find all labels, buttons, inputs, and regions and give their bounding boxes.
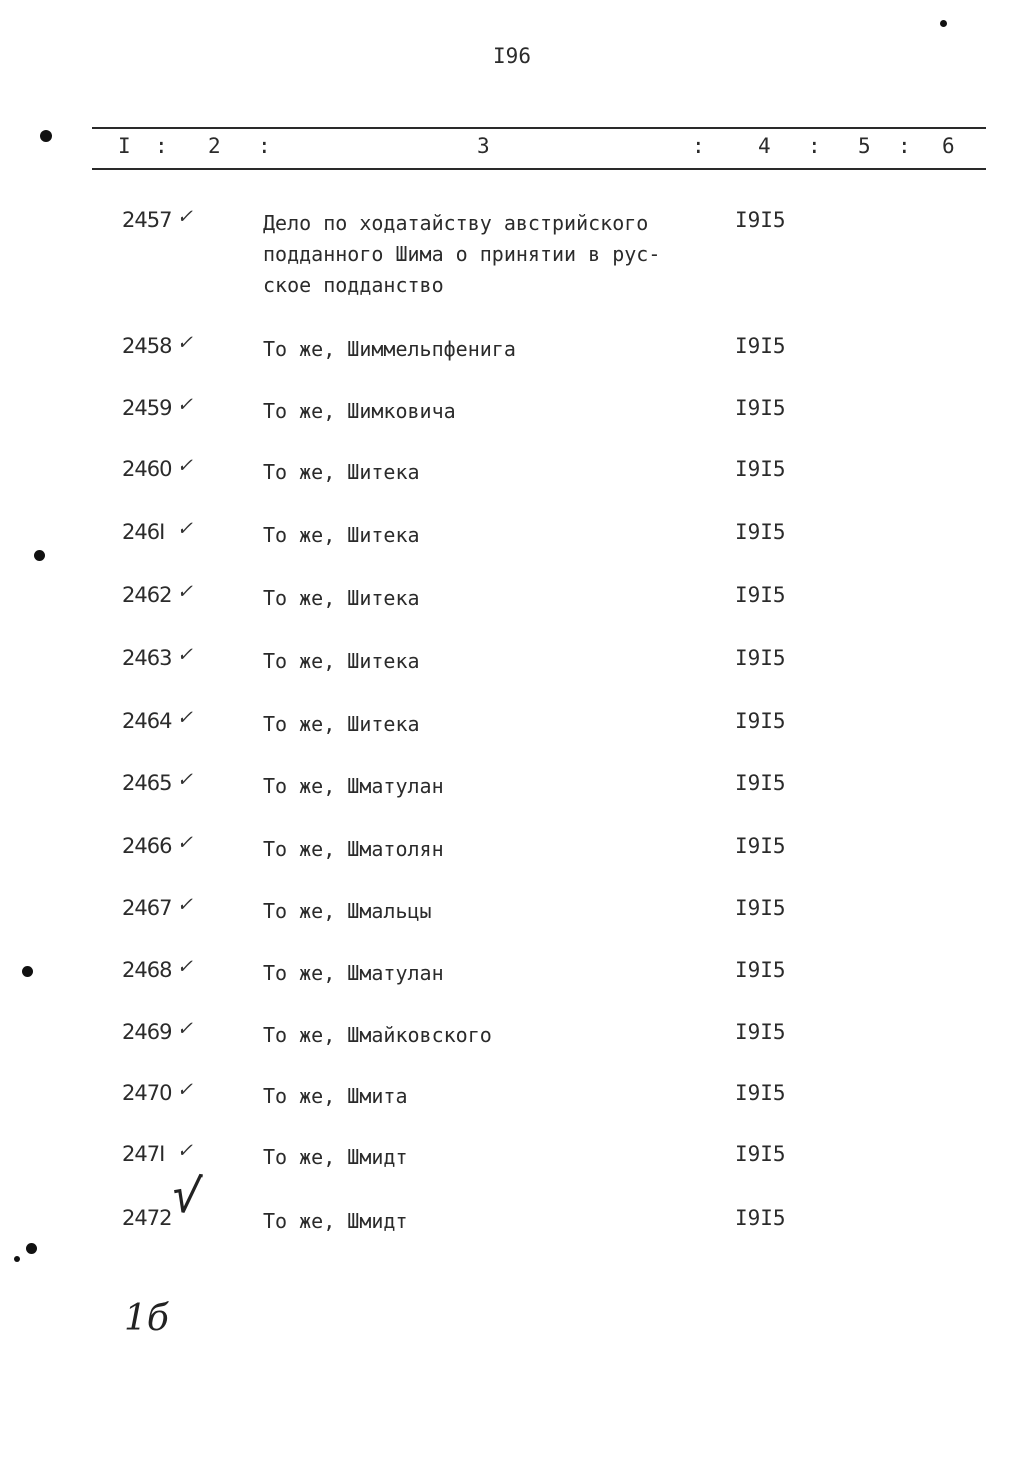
entry-year: I9I5: [735, 583, 786, 607]
checkmark-icon: ✓: [178, 1077, 192, 1102]
entry-number: 2463: [122, 646, 172, 670]
table-row: [0, 204, 1024, 297]
table-row: [0, 1077, 1024, 1121]
entry-description: То же, Шмита: [263, 1084, 408, 1108]
checkmark-icon: ✓: [178, 392, 192, 417]
checkmark-icon: ✓: [178, 705, 192, 730]
entry-description: Дело по ходатайству австрийского подданного Шима о принятии в рус- ское подданство: [263, 211, 661, 297]
entry-description: То же, Шмидт: [263, 1145, 408, 1169]
entry-description: То же, Шиммельпфенига: [263, 337, 516, 361]
entry-number: 2472: [122, 1206, 172, 1230]
checkmark-icon: ✓: [178, 642, 192, 667]
table-row: [0, 1138, 1024, 1182]
checkmark-icon: ✓: [178, 579, 192, 604]
entry-year: I9I5: [735, 396, 786, 420]
checkmark-icon: ✓: [178, 516, 192, 541]
header-sep-4: :: [808, 134, 821, 158]
entry-year: I9I5: [735, 834, 786, 858]
entry-year: I9I5: [735, 520, 786, 544]
speck-dot: [940, 20, 947, 27]
header-col-3: 3: [477, 134, 490, 158]
header-col-4: 4: [758, 134, 771, 158]
entry-year: I9I5: [735, 896, 786, 920]
table-row: [0, 330, 1024, 374]
entry-year: I9I5: [735, 771, 786, 795]
punch-hole-dot: [34, 550, 45, 561]
entry-number: 2468: [122, 958, 172, 982]
checkmark-icon: ✓: [178, 453, 192, 478]
entry-description: То же, Шмальцы: [263, 899, 432, 923]
page-number: I96: [493, 44, 531, 68]
entry-year: I9I5: [735, 709, 786, 733]
entry-description: То же, Шматулан: [263, 774, 444, 798]
table-row: [0, 705, 1024, 749]
table-row: [0, 892, 1024, 936]
entry-description: То же, Шматулан: [263, 961, 444, 985]
entry-year: I9I5: [735, 334, 786, 358]
entry-number: 2458: [122, 334, 172, 358]
header-sep-2: :: [258, 134, 271, 158]
handwritten-signature: 1б: [124, 1298, 169, 1339]
checkmark-icon: ✓: [178, 330, 192, 355]
large-checkmark-icon: √: [168, 1166, 205, 1226]
entry-description: То же, Шимковича: [263, 399, 456, 423]
entry-description: То же, Шитека: [263, 586, 420, 610]
entry-description: То же, Шмайковского: [263, 1023, 492, 1047]
header-sep-5: :: [898, 134, 911, 158]
header-col-5: 5: [858, 134, 871, 158]
table-row: [0, 516, 1024, 560]
table-row: [0, 1016, 1024, 1060]
table-bottom-rule: [92, 168, 986, 170]
table-row: [0, 767, 1024, 811]
checkmark-icon: ✓: [178, 767, 192, 792]
table-row: [0, 830, 1024, 874]
entry-description: То же, Шматолян: [263, 837, 444, 861]
entry-description: То же, Шитека: [263, 649, 420, 673]
checkmark-icon: ✓: [178, 1138, 192, 1163]
entry-year: I9I5: [735, 646, 786, 670]
checkmark-icon: ✓: [178, 1016, 192, 1041]
entry-number: 246I: [122, 520, 165, 544]
entry-number: 2469: [122, 1020, 172, 1044]
punch-hole-dot: [40, 130, 52, 142]
table-row: [0, 392, 1024, 436]
table-row: [0, 453, 1024, 497]
entry-number: 2457: [122, 208, 172, 232]
entry-year: I9I5: [735, 1020, 786, 1044]
header-sep-3: :: [692, 134, 705, 158]
entry-description: То же, Шмидт: [263, 1209, 408, 1233]
entry-description: То же, Шитека: [263, 523, 420, 547]
entry-number: 2470: [122, 1081, 172, 1105]
header-sep-1: :: [155, 134, 168, 158]
entry-year: I9I5: [735, 1081, 786, 1105]
checkmark-icon: ✓: [178, 892, 192, 917]
entry-number: 2462: [122, 583, 172, 607]
speck-dot: [14, 1256, 20, 1262]
entry-description: То же, Шитека: [263, 712, 420, 736]
table-row: [0, 954, 1024, 998]
header-col-6: 6: [942, 134, 955, 158]
checkmark-icon: ✓: [178, 830, 192, 855]
checkmark-icon: ✓: [178, 204, 192, 229]
entry-number: 247I: [122, 1142, 165, 1166]
entry-year: I9I5: [735, 958, 786, 982]
header-col-1: I: [118, 134, 131, 158]
table-row: [0, 1206, 1024, 1246]
entry-number: 2464: [122, 709, 172, 733]
entry-number: 2465: [122, 771, 172, 795]
entry-year: I9I5: [735, 1206, 786, 1230]
table-row: [0, 642, 1024, 686]
entry-year: I9I5: [735, 208, 786, 232]
table-top-rule: [92, 127, 986, 129]
checkmark-icon: ✓: [178, 954, 192, 979]
entry-number: 2466: [122, 834, 172, 858]
entry-number: 2467: [122, 896, 172, 920]
header-col-2: 2: [208, 134, 221, 158]
table-row: [0, 579, 1024, 623]
entry-number: 2459: [122, 396, 172, 420]
entry-description: То же, Шитека: [263, 460, 420, 484]
entry-year: I9I5: [735, 1142, 786, 1166]
entry-year: I9I5: [735, 457, 786, 481]
entry-number: 2460: [122, 457, 172, 481]
punch-hole-dot: [22, 966, 33, 977]
punch-hole-dot: [26, 1243, 37, 1254]
